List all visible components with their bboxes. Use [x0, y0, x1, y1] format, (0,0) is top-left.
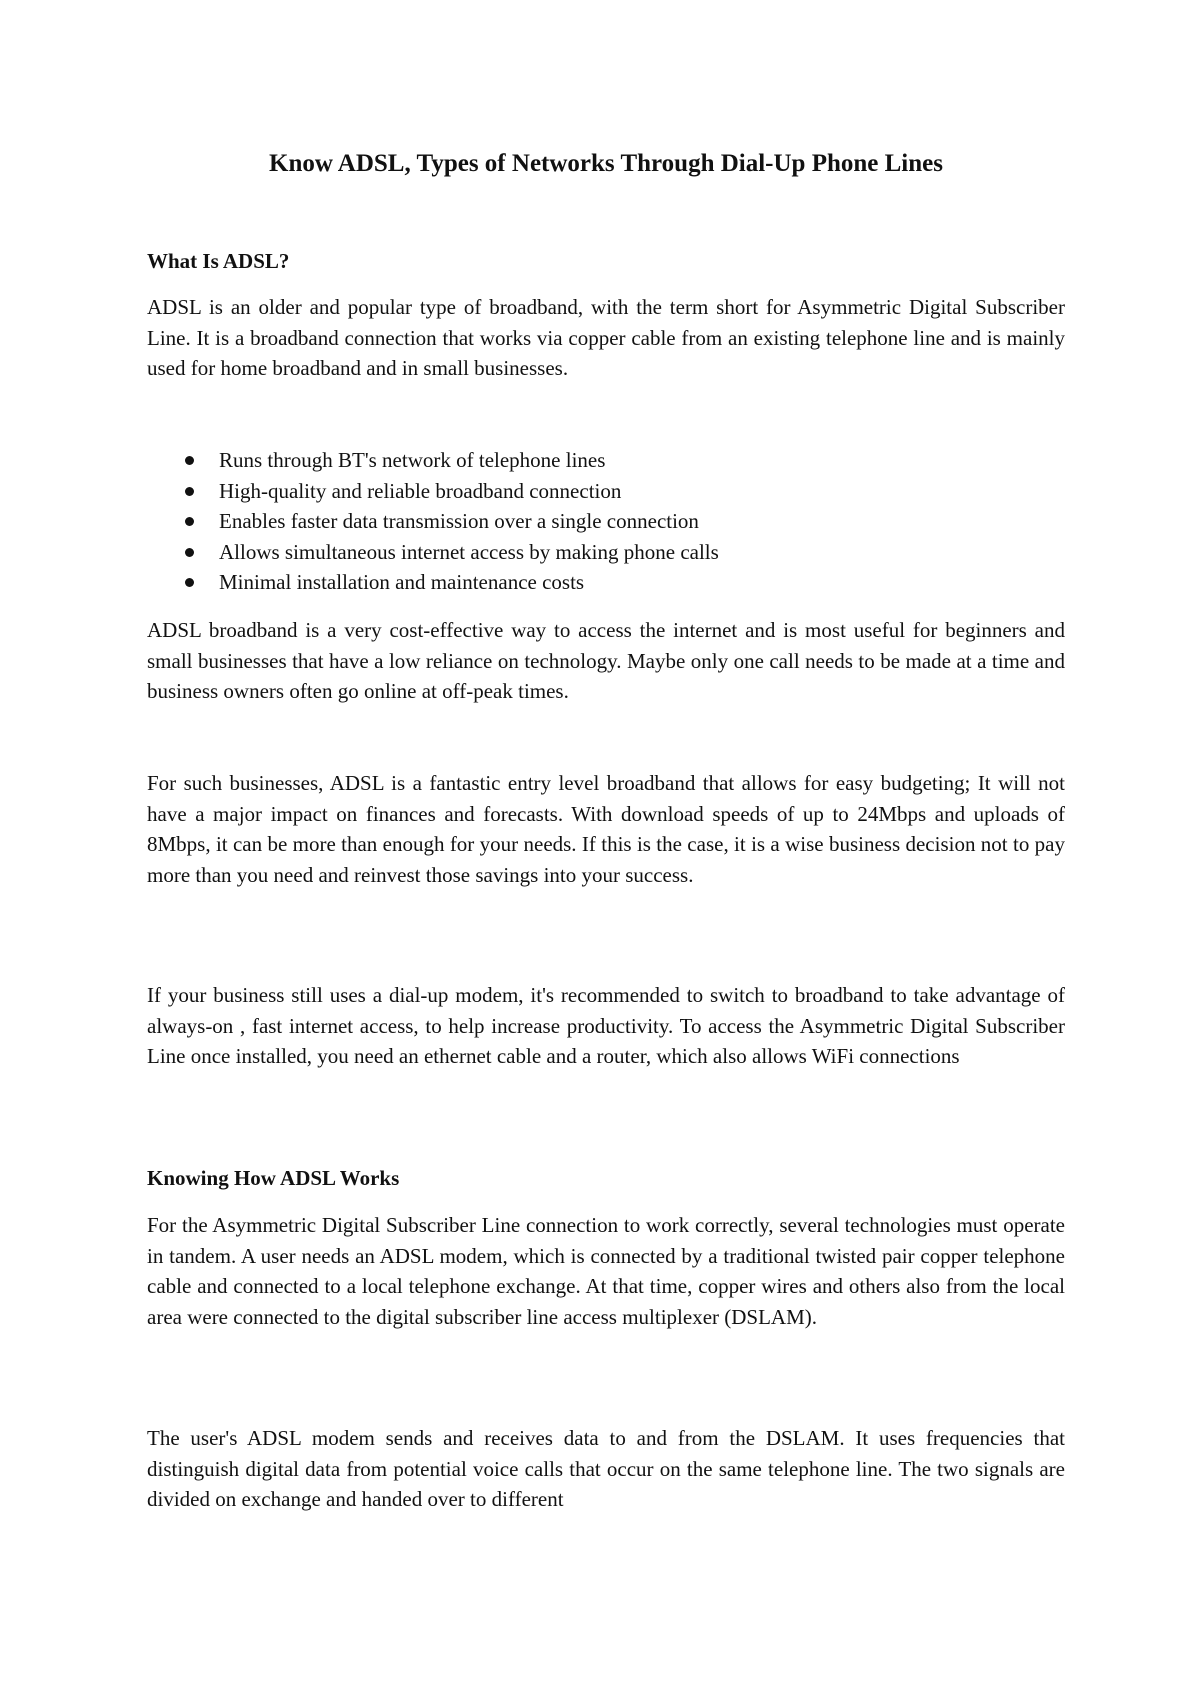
- feature-bullet-list: [147, 445, 1065, 598]
- bullet-icon: [185, 517, 194, 526]
- bullet-icon: [185, 578, 194, 587]
- list-item: [147, 537, 1065, 568]
- paragraph-cost-effective: ADSL broadband is a very cost-effective way to access the internet and is most useful for beginners and small businesses that have a low reliance on technology. Maybe only one call needs to be made at a time and business owners often go online at off-peak times.: [147, 618, 1065, 703]
- list-item-text: Enables faster data transmission over a single connection: [219, 509, 699, 533]
- section-heading-what-is-adsl: What Is ADSL?: [147, 249, 290, 273]
- paragraph-adsl-intro: ADSL is an older and popular type of broadband, with the term short for Asymmetric Digital Subscriber Line. It is a broadband connection that works via copper cable from an existing telephone line and is mainly used for home broadband and in small businesses.: [147, 295, 1065, 380]
- paragraph-dslam-frequencies: The user's ADSL modem sends and receives data to and from the DSLAM. It uses frequencies that distinguish digital data from potential voice calls that occur on the same telephone line. The two signals are divided on exchange and handed over to different: [147, 1426, 1065, 1511]
- list-item: [147, 476, 1065, 507]
- list-item-text: Runs through BT's network of telephone lines: [219, 448, 606, 472]
- list-item-text: High-quality and reliable broadband connection: [219, 478, 622, 503]
- paragraph-small-businesses: For such businesses, ADSL is a fantastic entry level broadband that allows for easy budgeting; It will not have a major impact on finances and forecasts. With download speeds of up to 24Mbps and uploads of 8Mbps, it can be more than enough for your needs. If this is the case, it is a wise business decision not to pay more than you need and reinvest those savings into your success.: [147, 771, 1065, 887]
- list-item: [147, 506, 1065, 537]
- document-title: Know ADSL, Types of Networks Through Dial-Up Phone Lines: [269, 150, 943, 177]
- list-item: [147, 445, 1065, 476]
- bullet-icon: [185, 456, 194, 465]
- section-heading-how-adsl-works: Knowing How ADSL Works: [147, 1166, 400, 1190]
- bullet-icon: [185, 548, 194, 557]
- list-item: [147, 567, 1065, 598]
- paragraph-adsl-technologies: For the Asymmetric Digital Subscriber Line connection to work correctly, several technologies must operate in tandem. A user needs an ADSL modem, which is connected by a traditional twisted pair copper telephone cable and connected to a local telephone exchange. At that time, copper wires and others also from the local area were connected to the digital subscriber line access multiplexer (DSLAM).: [147, 1213, 1065, 1329]
- bullet-icon: [185, 487, 194, 496]
- list-item-text: Allows simultaneous internet access by making phone calls: [219, 539, 719, 564]
- list-item-text: Minimal installation and maintenance costs: [219, 570, 585, 594]
- paragraph-dial-up-switch: If your business still uses a dial-up modem, it's recommended to switch to broadband to take advantage of always-on , fast internet access, to help increase productivity. To access the Asymmetric Digital Subscriber Line once installed, you need an ethernet cable and a router, which also allows WiFi connections: [147, 983, 1065, 1068]
